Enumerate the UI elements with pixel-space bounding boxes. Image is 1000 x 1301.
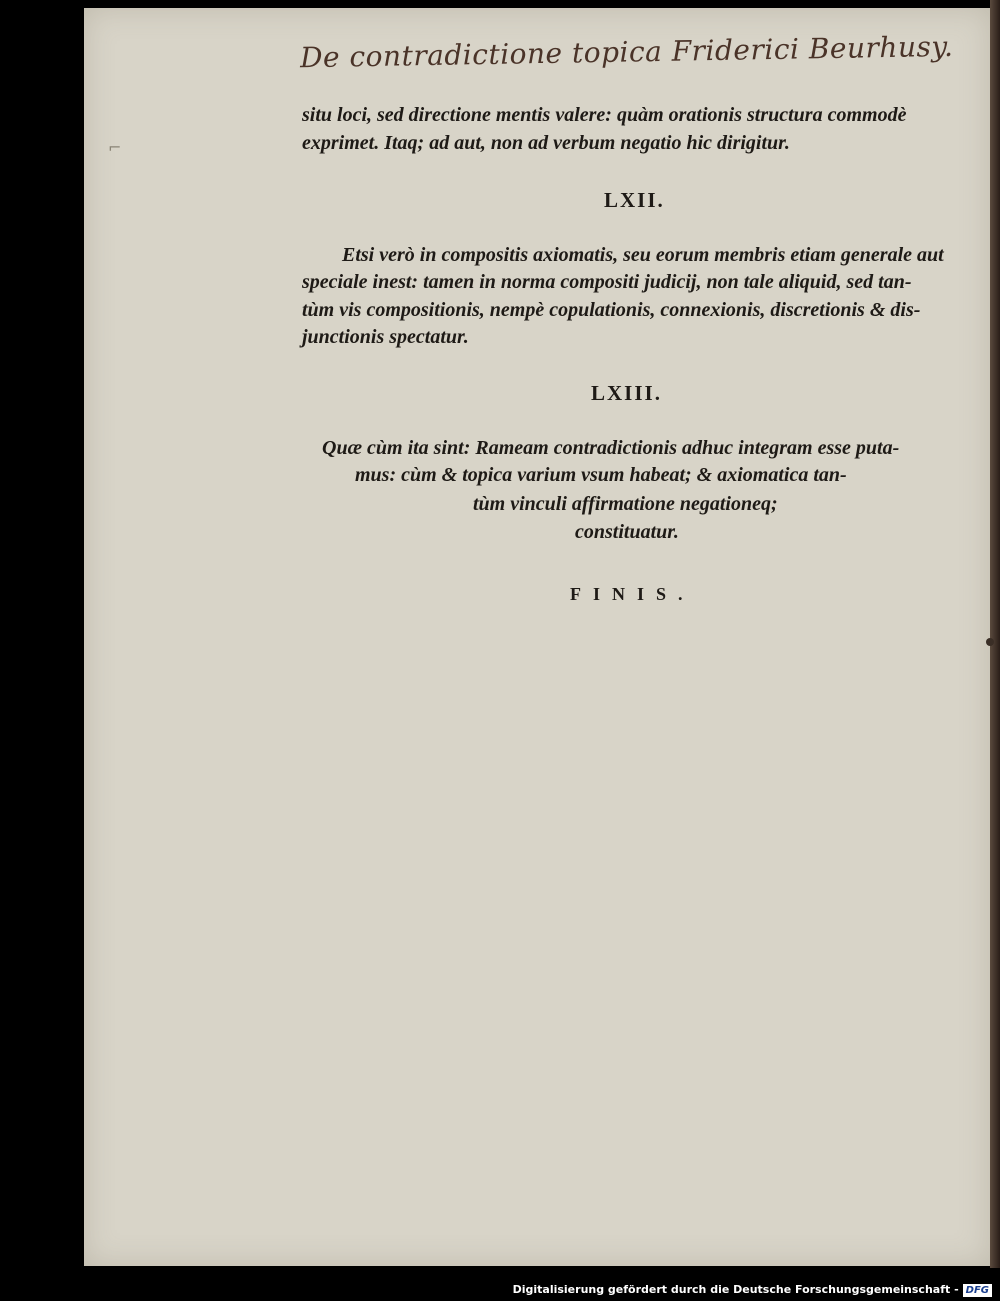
section-heading-63: LXIII. <box>591 381 662 405</box>
text-line-2: exprimet. Itaq; ad aut, non ad verbum negatio hic dirigitur. <box>302 132 790 154</box>
section-63-line-1: Quæ cùm ita sint: Rameam contradictionis adhuc integram esse puta- <box>322 437 900 459</box>
section-62-line-1: Etsi verò in compositis axiomatis, seu eorum membris etiam generale aut <box>342 244 944 266</box>
dfg-logo: DFG <box>963 1284 992 1297</box>
section-heading-62: LXII. <box>604 188 665 212</box>
footer-text: Digitalisierung gefördert durch die Deutsche Forschungsgemeinschaft - <box>512 1283 959 1296</box>
section-63-line-2: mus: cùm & topica varium vsum habeat; & axiomatica tan- <box>355 464 847 486</box>
finis-text: FINIS. <box>570 584 695 604</box>
handwritten-title: De contradictione topica Friderici Beurhusy. <box>299 29 954 75</box>
ink-spot <box>986 638 994 646</box>
text-line-1: situ loci, sed directione mentis valere: quàm orationis structura commodè <box>302 104 907 126</box>
section-63-line-3: tùm vinculi affirmatione negationeq; <box>473 493 778 515</box>
scanned-page <box>84 8 990 1266</box>
book-edge <box>990 0 1000 1268</box>
section-62-line-4: junctionis spectatur. <box>302 326 469 348</box>
digitization-footer <box>0 1283 992 1297</box>
section-63-line-4: constituatur. <box>575 521 679 543</box>
margin-mark: ⌐ <box>108 138 122 157</box>
section-62-line-3: tùm vis compositionis, nempè copulationis, connexionis, discretionis & dis- <box>302 299 921 321</box>
section-62-line-2: speciale inest: tamen in norma compositi judicij, non tale aliquid, sed tan- <box>302 271 912 293</box>
